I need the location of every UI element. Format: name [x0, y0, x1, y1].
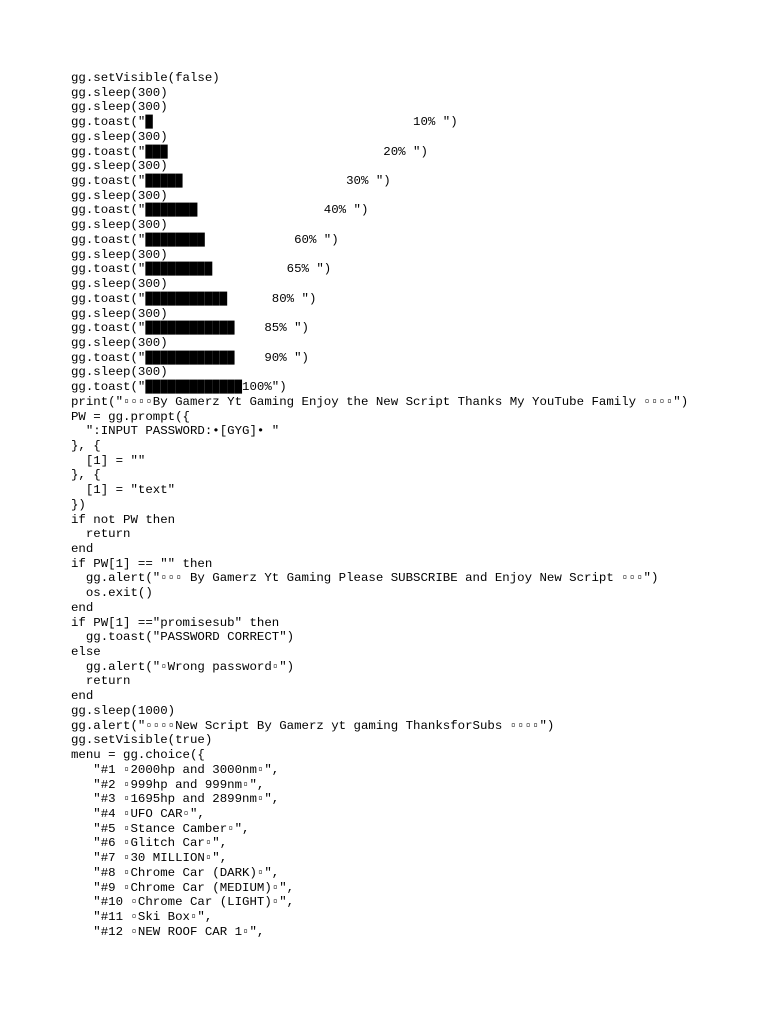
code-line-text: gg.toast("PASSWORD CORRECT") [71, 630, 295, 645]
code-line-text: gg.setVisible(false) [71, 71, 220, 85]
code-line-text: gg.toast("█████ 30% ") [71, 174, 391, 189]
code-line [71, 733, 761, 748]
code-line-text: gg.sleep(300) [71, 188, 168, 203]
code-line [71, 336, 761, 351]
code-line [71, 689, 761, 704]
code-line [71, 439, 761, 454]
code-line-text: gg.toast("████████████ 90% ") [71, 350, 309, 365]
code-line-text: gg.sleep(300) [71, 365, 168, 380]
code-line [71, 866, 761, 881]
code-line-text: else [71, 645, 101, 660]
code-line [71, 542, 761, 557]
code-line-text: "#1 ▫2000hp and 3000nm▫", [71, 762, 280, 777]
code-line [71, 748, 761, 763]
code-line-text: gg.sleep(300) [71, 247, 168, 262]
code-line [71, 630, 761, 645]
code-line [71, 454, 761, 469]
code-line-text: "#5 ▫Stance Camber▫", [71, 821, 250, 836]
code-line-text: gg.setVisible(true) [71, 733, 213, 748]
code-line-text: "#3 ▫1695hp and 2899nm▫", [71, 792, 280, 807]
code-line [71, 380, 761, 395]
code-line-text: [1] = "text" [71, 483, 176, 498]
code-line [71, 763, 761, 778]
code-line [71, 233, 761, 248]
code-line-text: gg.toast("█████████ 65% ") [71, 262, 332, 277]
code-line [71, 704, 761, 719]
code-line-text: "#8 ▫Chrome Car (DARK)▫", [71, 865, 280, 880]
code-line-text: gg.sleep(300) [71, 129, 168, 144]
code-line-text: ":INPUT PASSWORD:•[GYG]• " [71, 424, 280, 439]
code-line-text: gg.toast("███ 20% ") [71, 144, 428, 159]
code-line [71, 307, 761, 322]
code-line [71, 424, 761, 439]
code-line [71, 410, 761, 425]
code-line [71, 807, 761, 822]
code-line-text: os.exit() [71, 586, 153, 601]
code-line [71, 115, 761, 130]
code-line [71, 174, 761, 189]
code-line-text: if PW[1] == "" then [71, 556, 213, 571]
code-line-text: menu = gg.choice({ [71, 748, 205, 763]
code-line [71, 292, 761, 307]
code-document [71, 71, 761, 939]
code-line-text: }) [71, 497, 86, 512]
code-line [71, 218, 761, 233]
code-line [71, 483, 761, 498]
code-line [71, 895, 761, 910]
code-line-text: gg.sleep(300) [71, 277, 168, 292]
code-line [71, 498, 761, 513]
code-line-text: return [71, 527, 131, 542]
code-line-text: "#12 ▫NEW ROOF CAR 1▫", [71, 924, 265, 939]
code-line-text: "#11 ▫Ski Box▫", [71, 909, 213, 924]
code-line [71, 601, 761, 616]
code-line-text: gg.sleep(300) [71, 85, 168, 100]
code-line-text: gg.alert("▫▫▫ By Gamerz Yt Gaming Please SUBSCRIBE and Enjoy New Script ▫▫▫") [71, 571, 659, 586]
code-line [71, 262, 761, 277]
code-line [71, 277, 761, 292]
code-line-text: print("▫▫▫▫By Gamerz Yt Gaming Enjoy the New Script Thanks My YouTube Family ▫▫▫▫") [71, 394, 689, 409]
code-line-text: gg.toast("████████ 60% ") [71, 232, 339, 247]
code-line [71, 365, 761, 380]
code-line [71, 145, 761, 160]
code-line [71, 130, 761, 145]
code-line [71, 586, 761, 601]
code-line-text: "#6 ▫Glitch Car▫", [71, 836, 228, 851]
code-line-text: gg.toast("█████████████100%") [71, 380, 287, 395]
code-line-text: "#10 ▫Chrome Car (LIGHT)▫", [71, 895, 295, 910]
code-line-text: }, { [71, 438, 101, 453]
code-line [71, 674, 761, 689]
code-line [71, 321, 761, 336]
code-line [71, 822, 761, 837]
code-line [71, 571, 761, 586]
code-line [71, 660, 761, 675]
code-line-text: end [71, 542, 94, 556]
code-line-text: gg.sleep(1000) [71, 703, 176, 718]
code-line [71, 792, 761, 807]
code-line-text: gg.sleep(300) [71, 306, 168, 321]
code-line [71, 645, 761, 660]
code-line-text: gg.toast("█ 10% ") [71, 115, 458, 130]
code-line [71, 100, 761, 115]
code-line [71, 910, 761, 925]
code-line-text: gg.sleep(300) [71, 218, 168, 233]
code-line [71, 189, 761, 204]
code-line [71, 836, 761, 851]
code-line [71, 468, 761, 483]
code-line-text: "#9 ▫Chrome Car (MEDIUM)▫", [71, 880, 295, 895]
code-line-text: [1] = "" [71, 453, 146, 468]
code-line-text: end [71, 689, 94, 704]
code-line-text: "#7 ▫30 MILLION▫", [71, 851, 228, 866]
code-line [71, 513, 761, 528]
code-line-text: gg.sleep(300) [71, 335, 168, 350]
code-line-text: if not PW then [71, 512, 176, 527]
code-line [71, 203, 761, 218]
code-line-text: return [71, 674, 131, 689]
code-line-text: end [71, 600, 94, 615]
code-line-text: gg.alert("▫Wrong password▫") [71, 659, 295, 674]
code-line-text: }, { [71, 468, 101, 483]
code-line-text: gg.toast("███████████ 80% ") [71, 291, 317, 306]
code-line-text: "#4 ▫UFO CAR▫", [71, 806, 205, 821]
code-line-text: "#2 ▫999hp and 999nm▫", [71, 777, 265, 792]
code-line-text: PW = gg.prompt({ [71, 409, 190, 424]
code-line [71, 86, 761, 101]
code-line-text: if PW[1] =="promisesub" then [71, 615, 280, 630]
code-line [71, 881, 761, 896]
code-line [71, 351, 761, 366]
code-line [71, 527, 761, 542]
code-line [71, 71, 761, 86]
code-line-text: gg.toast("████████████ 85% ") [71, 321, 309, 336]
code-line [71, 395, 761, 410]
code-line [71, 159, 761, 174]
code-line-text: gg.sleep(300) [71, 100, 168, 115]
code-line [71, 851, 761, 866]
code-line [71, 557, 761, 572]
code-line [71, 616, 761, 631]
code-line-text: gg.sleep(300) [71, 159, 168, 174]
code-line [71, 925, 761, 940]
code-line-text: gg.alert("▫▫▫▫New Script By Gamerz yt gaming ThanksforSubs ▫▫▫▫") [71, 718, 555, 733]
code-line [71, 778, 761, 793]
code-line-text: gg.toast("███████ 40% ") [71, 203, 369, 218]
code-line [71, 719, 761, 734]
code-line [71, 248, 761, 263]
